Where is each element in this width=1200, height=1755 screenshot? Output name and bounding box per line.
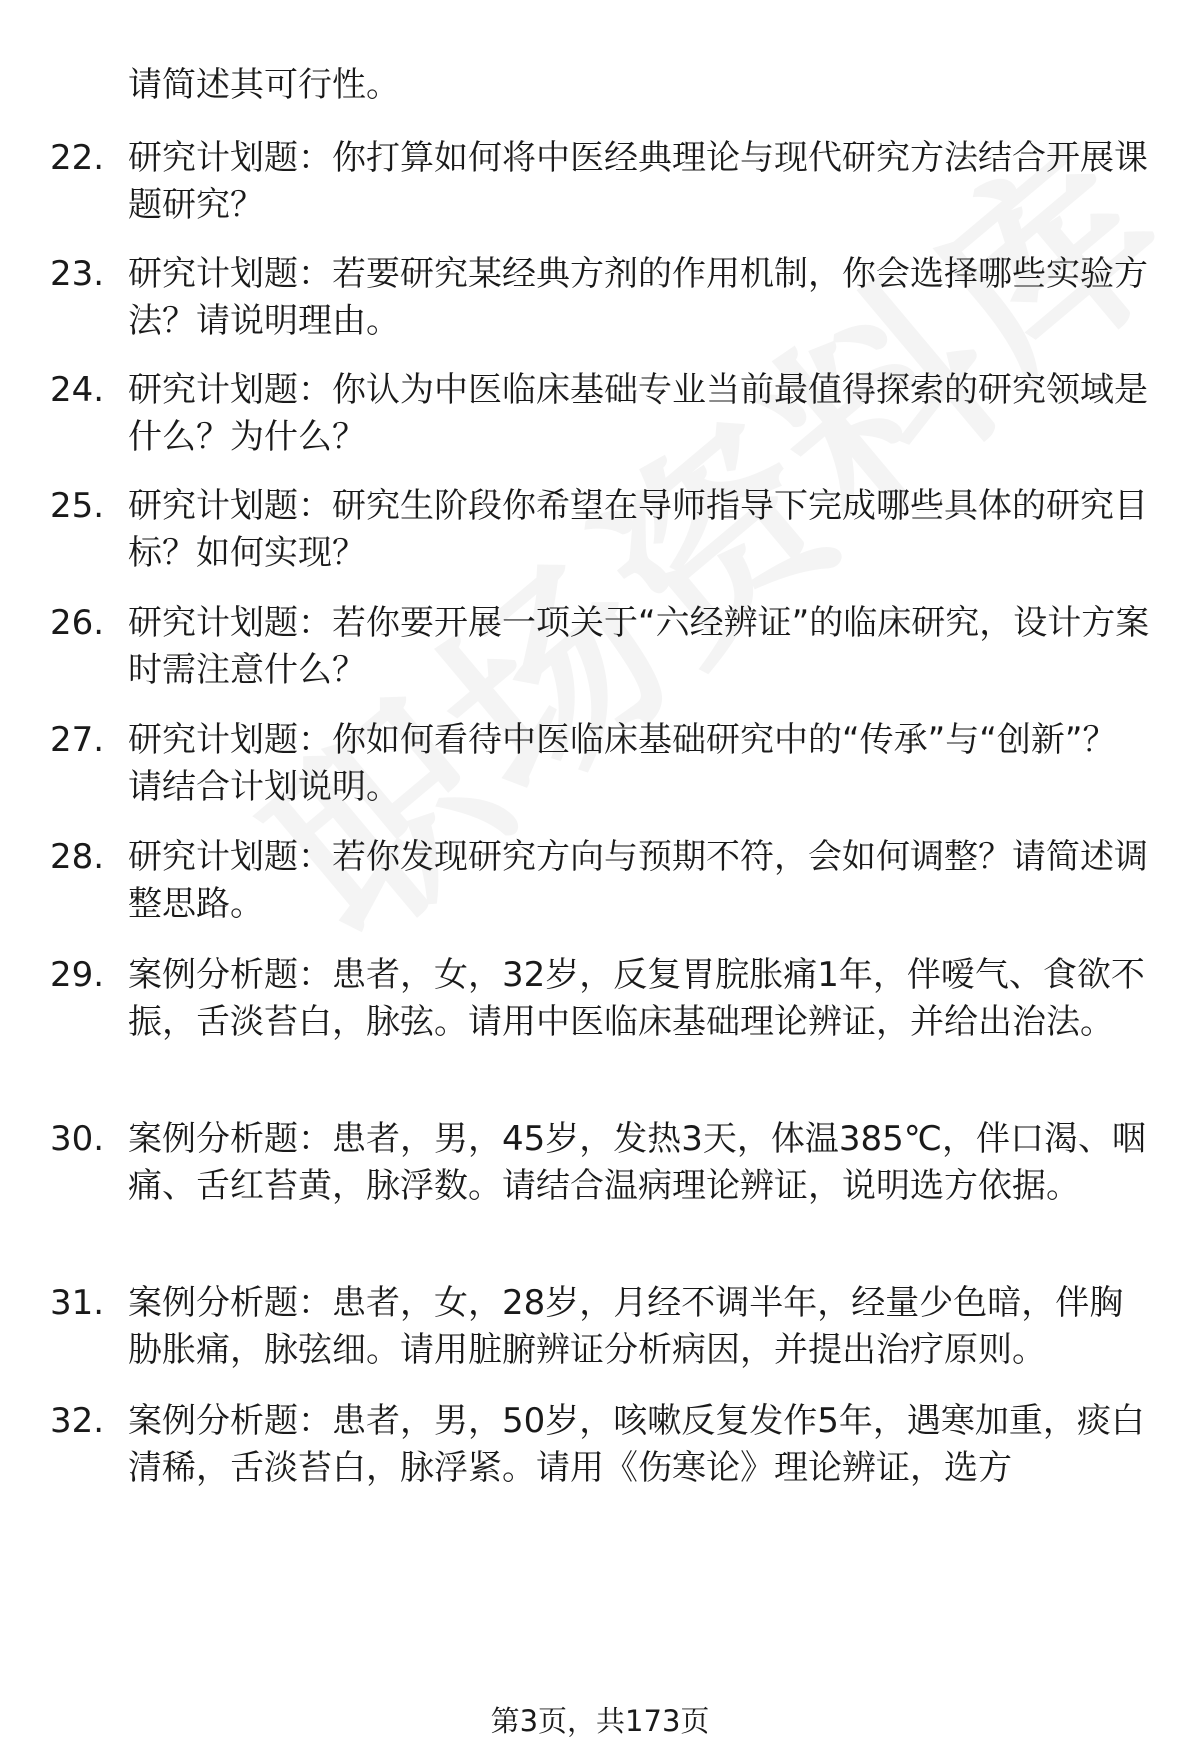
continuation-text: 请简述其可行性。 xyxy=(128,65,400,105)
question-number: 25. xyxy=(50,486,105,526)
question-number: 31. xyxy=(50,1283,105,1323)
page-footer: 第3页，共173页 xyxy=(490,1704,710,1738)
question-text: 案例分析题：患者，男，50岁，咳嗽反复发作5年，遇寒加重，痰白清稀，舌淡苔白，脉浮紧。请用《伤寒论》理论辨证，选方 xyxy=(128,1401,1145,1488)
question-text: 研究计划题：若你发现研究方向与预期不符，会如何调整？请简述调整思路。 xyxy=(128,837,1148,924)
question-number: 32. xyxy=(50,1401,105,1441)
question-number: 29. xyxy=(50,955,105,995)
question-text: 案例分析题：患者，女，28岁，月经不调半年，经量少色暗，伴胸胁胀痛，脉弦细。请用脏腑辨证分析病因，并提出治疗原则。 xyxy=(128,1283,1124,1370)
question-item xyxy=(50,834,1150,928)
question-item xyxy=(50,483,1150,577)
question-item xyxy=(50,600,1150,694)
question-number: 30. xyxy=(50,1119,105,1159)
question-text: 案例分析题：患者，男，45岁，发热3天，体温385℃，伴口渴、咽痛、舌红苔黄，脉浮数。请结合温病理论辨证，说明选方依据。 xyxy=(128,1119,1146,1206)
question-text: 案例分析题：患者，女，32岁，反复胃脘胀痛1年，伴嗳气、食欲不振，舌淡苔白，脉弦。请用中医临床基础理论辨证，并给出治法。 xyxy=(128,955,1145,1042)
question-text: 研究计划题：你如何看待中医临床基础研究中的“传承”与“创新”？请结合计划说明。 xyxy=(128,720,1117,807)
question-number: 27. xyxy=(50,720,105,760)
question-number: 23. xyxy=(50,254,105,294)
question-text: 研究计划题：若你要开展一项关于“六经辨证”的临床研究，设计方案时需注意什么？ xyxy=(128,603,1150,690)
question-item xyxy=(50,251,1150,345)
question-item xyxy=(50,1398,1150,1492)
question-item xyxy=(50,717,1150,811)
question-item xyxy=(50,135,1150,229)
question-item xyxy=(50,367,1150,461)
question-text: 研究计划题：研究生阶段你希望在导师指导下完成哪些具体的研究目标？如何实现？ xyxy=(128,486,1148,573)
question-text: 研究计划题：若要研究某经典方剂的作用机制，你会选择哪些实验方法？请说明理由。 xyxy=(128,254,1148,341)
question-item xyxy=(50,952,1150,1046)
question-text: 研究计划题：你认为中医临床基础专业当前最值得探索的研究领域是什么？为什么？ xyxy=(128,370,1148,457)
question-number: 22. xyxy=(50,138,105,178)
question-text: 研究计划题：你打算如何将中医经典理论与现代研究方法结合开展课题研究？ xyxy=(128,138,1148,225)
question-item xyxy=(50,1116,1150,1210)
question-number: 24. xyxy=(50,370,105,410)
question-item xyxy=(50,1280,1150,1374)
question-number: 28. xyxy=(50,837,105,877)
question-number: 26. xyxy=(50,603,105,643)
